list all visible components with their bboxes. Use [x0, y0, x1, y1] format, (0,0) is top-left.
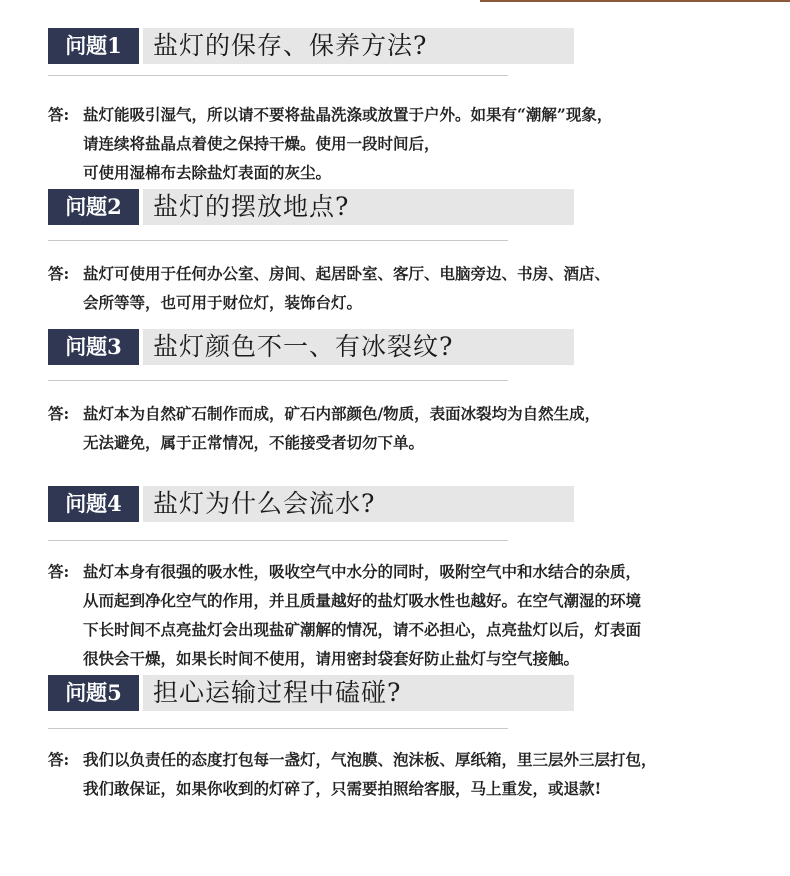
answer-line: 盐灯可使用于任何办公室、房间、起居卧室、客厅、电脑旁边、书房、酒店、 — [83, 264, 611, 283]
top-accent-line — [0, 0, 790, 4]
answer-line: 我们敢保证，如果你收到的灯碎了，只需要拍照给客服，马上重发，或退款! — [83, 779, 602, 798]
question-number-label: 问题2 — [48, 189, 139, 225]
divider — [48, 240, 508, 241]
answer-line: 请连续将盐晶点着使之保持干燥。使用一段时间后， — [83, 134, 440, 153]
answer-text — [48, 100, 788, 187]
answer-text — [48, 745, 788, 803]
answer-prefix: 答: — [48, 105, 70, 124]
divider — [48, 540, 508, 541]
answer-line: 盐灯本身有很强的吸水性，吸收空气中水分的同时，吸附空气中和水结合的杂质， — [83, 562, 642, 581]
question-number-label: 问题1 — [48, 28, 139, 64]
answer-line: 下长时间不点亮盐灯会出现盐矿潮解的情况，请不必担心，点亮盐灯以后，灯表面 — [83, 620, 642, 639]
divider — [48, 380, 508, 381]
answer-text — [48, 399, 788, 457]
answer-line: 很快会干燥，如果长时间不使用，请用密封袋套好防止盐灯与空气接触。 — [83, 649, 580, 668]
divider — [48, 728, 508, 729]
divider — [48, 75, 508, 76]
question-title: 盐灯的摆放地点? — [143, 189, 574, 225]
question-title: 盐灯为什么会流水? — [143, 486, 574, 522]
answer-line: 会所等等，也可用于财位灯，装饰台灯。 — [83, 293, 363, 312]
answer-line: 我们以负责任的态度打包每一盏灯，气泡膜、泡沫板、厚纸箱，里三层外三层打包， — [83, 750, 657, 769]
answer-line: 无法避免，属于正常情况，不能接受者切勿下单。 — [83, 433, 425, 452]
question-number-label: 问题3 — [48, 329, 139, 365]
answer-prefix: 答: — [48, 404, 70, 423]
question-header — [48, 28, 574, 64]
question-title: 盐灯颜色不一、有冰裂纹? — [143, 329, 574, 365]
answer-line: 从而起到净化空气的作用，并且质量越好的盐灯吸水性也越好。在空气潮湿的环境 — [83, 591, 642, 610]
question-title: 盐灯的保存、保养方法? — [143, 28, 574, 64]
answer-line: 盐灯能吸引湿气，所以请不要将盐晶洗涤或放置于户外。如果有“潮解”现象， — [83, 105, 613, 124]
answer-prefix: 答: — [48, 562, 70, 581]
question-header — [48, 189, 574, 225]
question-title: 担心运输过程中磕碰? — [143, 675, 574, 711]
question-number-label: 问题5 — [48, 675, 139, 711]
answer-prefix: 答: — [48, 264, 70, 283]
question-header — [48, 675, 574, 711]
question-header — [48, 329, 574, 365]
answer-line: 可使用湿棉布去除盐灯表面的灰尘。 — [83, 163, 332, 182]
answer-text — [48, 259, 788, 317]
question-header — [48, 486, 574, 522]
question-number-label: 问题4 — [48, 486, 139, 522]
answer-text — [48, 557, 788, 673]
answer-prefix: 答: — [48, 750, 70, 769]
answer-line: 盐灯本为自然矿石制作而成，矿石内部颜色/物质，表面冰裂均为自然生成， — [83, 404, 601, 423]
